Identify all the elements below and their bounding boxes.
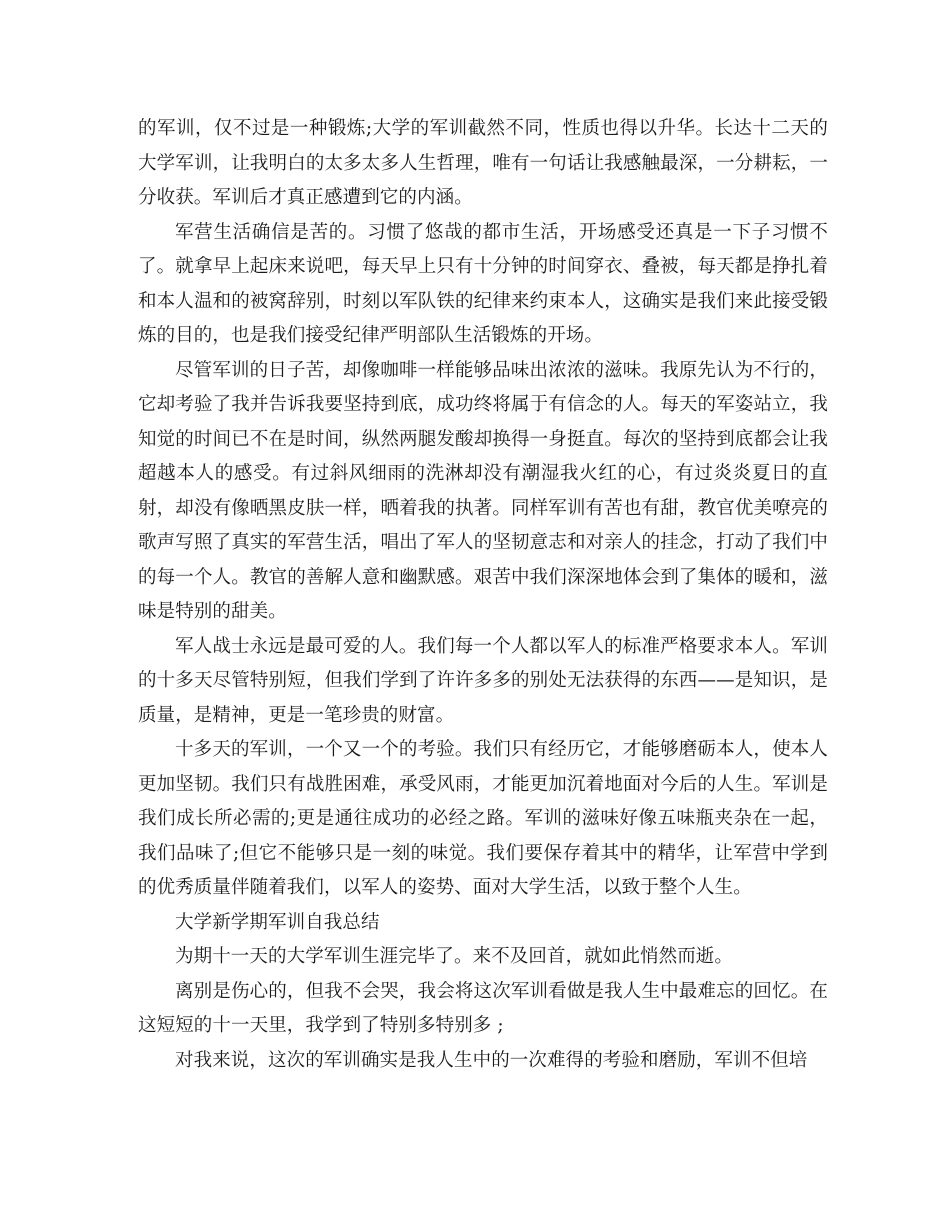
paragraph: 十多天的军训，一个又一个的考验。我们只有经历它，才能够磨砺本人，使本人更加坚韧。我们只有战胜困难，承受风雨，才能更加沉着地面对今后的人生。军训是我们成长所必需的;更是通往成功的必经之路。军训的滋味好像五味瓶夹杂在一起，我们品味了;但它不能够只是一刻的味觉。我们要保存着其中的精华，让军营中学到的优秀质量伴随着我们，以军人的姿势、面对大学生活，以致于整个人生。 — [138, 739, 828, 898]
paragraph: 离别是伤心的，但我不会哭，我会将这次军训看做是我人生中最难忘的回忆。在这短短的十一天里，我学到了特别多特别多 ; — [138, 980, 828, 1036]
document-body — [138, 112, 828, 1078]
paragraph: 为期十一天的大学军训生涯完毕了。来不及回首，就如此悄然而逝。 — [175, 946, 734, 967]
paragraph: 对我来说，这次的军训确实是我人生中的一次难得的考验和磨励，军训不但培 — [175, 1049, 808, 1071]
paragraph: 军人战士永远是最可爱的人。我们每一个人都以军人的标准严格要求本人。军训的十多天尽管特别短，但我们学到了许许多多的别处无法获得的东西——是知识，是质量，是精神，更是一笔珍贵的财富。 — [138, 635, 828, 726]
paragraph: 军营生活确信是苦的。习惯了悠哉的都市生活，开场感受还真是一下子习惯不了。就拿早上起床来说吧，每天早上只有十分钟的时间穿衣、叠被，每天都是挣扎着和本人温和的被窝辞别，时刻以军队铁的纪律来约束本人，这确实是我们来此接受锻炼的目的，也是我们接受纪律严明部队生活锻炼的开场。 — [138, 221, 828, 346]
paragraph: 尽管军训的日子苦，却像咖啡一样能够品味出浓浓的滋味。我原先认为不行的，它却考验了我并告诉我要坚持到底，成功终将属于有信念的人。每天的军姿站立，我知觉的时间已不在是时间，纵然两腿发酸却换得一身挺直。每次的坚持到底都会让我超越本人的感受。有过斜风细雨的洗淋却没有潮湿我火红的心，有过炎炎夏日的直射，却没有像晒黑皮肤一样，晒着我的执著。同样军训有苦也有甜，教官优美嘹亮的歌声写照了真实的军营生活，唱出了军人的坚韧意志和对亲人的挂念，打动了我们中的每一个人。教官的善解人意和幽默感。艰苦中我们深深地体会到了集体的暖和，滋味是特别的甜美。 — [138, 359, 828, 622]
paragraph: 的军训，仅不过是一种锻炼;大学的军训截然不同，性质也得以升华。长达十二天的大学军训，让我明白的太多太多人生哲理，唯有一句话让我感触最深，一分耕耘，一分收获。军训后才真正感遭到它的内涵。 — [138, 118, 828, 208]
section-heading: 大学新学期军训自我总结 — [175, 911, 380, 933]
